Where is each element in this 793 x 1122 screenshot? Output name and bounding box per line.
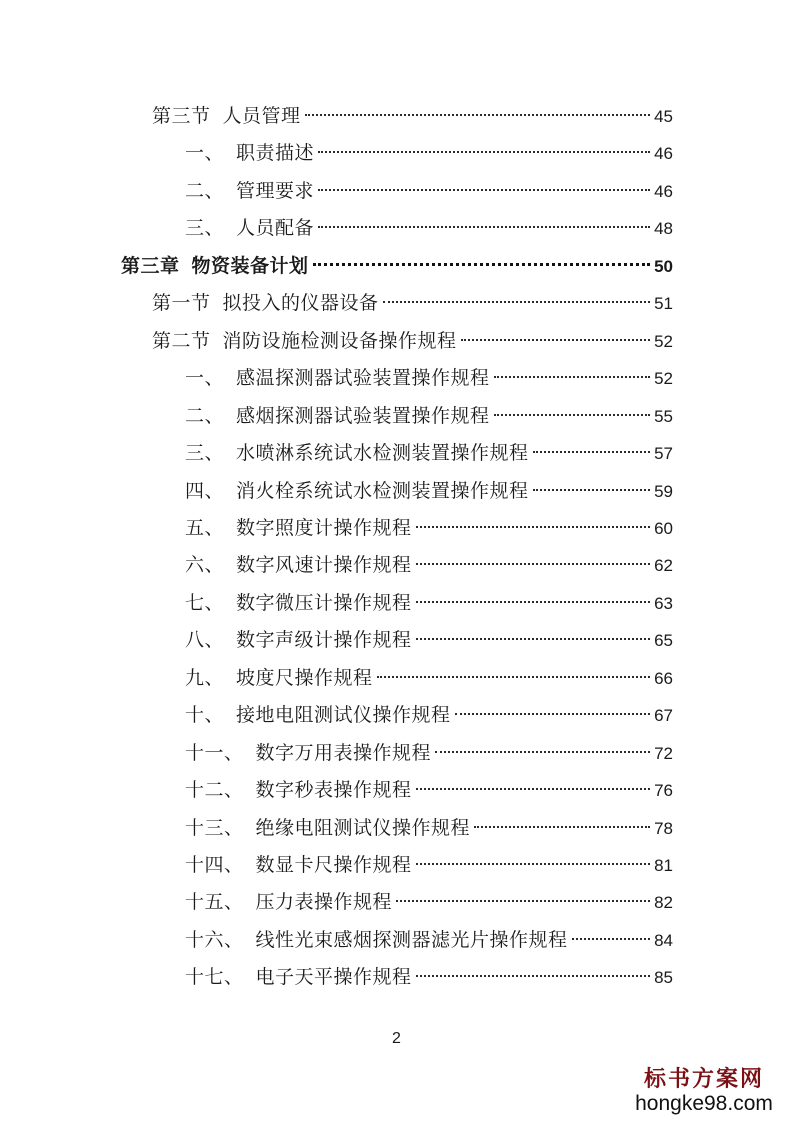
toc-entry-chapter[interactable] <box>121 251 673 281</box>
toc-entry-title: 人员配备 <box>236 217 315 239</box>
toc-entry-label <box>185 363 490 393</box>
toc-entry-title: 数字微压计操作规程 <box>236 592 412 614</box>
toc-entry-page-number: 66 <box>654 669 673 688</box>
toc-dot-leader <box>455 713 651 715</box>
toc-entry-item[interactable] <box>185 176 673 206</box>
toc-entry-item[interactable] <box>185 401 673 431</box>
toc-entry-label <box>185 138 314 168</box>
toc-entry-page-number: 84 <box>654 931 673 950</box>
toc-dot-leader <box>416 638 651 640</box>
toc-entry-title: 接地电阻测试仪操作规程 <box>236 704 451 726</box>
toc-entry-number: 三、 <box>185 217 225 239</box>
toc-entry-page-number: 76 <box>654 781 673 800</box>
toc-entry-label <box>185 775 412 805</box>
toc-entry-item[interactable] <box>185 213 673 243</box>
toc-entry-label <box>185 625 412 655</box>
toc-entry-page-number: 62 <box>654 556 673 575</box>
toc-entry-title: 人员管理 <box>222 105 301 127</box>
toc-entry-page-number: 55 <box>654 407 673 426</box>
toc-dot-leader <box>461 339 651 341</box>
toc-entry-page-number: 63 <box>654 594 673 613</box>
toc-entry-page-number: 52 <box>654 332 673 351</box>
toc-entry-title: 绝缘电阻测试仪操作规程 <box>255 817 471 839</box>
toc-entry-item[interactable] <box>185 550 673 580</box>
toc-dot-leader <box>318 226 650 228</box>
toc-entry-page-number: 67 <box>654 706 673 725</box>
toc-entry-item[interactable] <box>185 663 673 693</box>
toc-dot-leader <box>416 601 651 603</box>
toc-entry-label <box>185 887 392 917</box>
toc-entry-page-number: 51 <box>654 294 673 313</box>
toc-entry-label <box>185 513 412 543</box>
toc-entry-number: 第二节 <box>152 330 211 352</box>
toc-entry-number: 十四、 <box>185 854 244 876</box>
toc-dot-leader <box>416 563 651 565</box>
toc-dot-leader <box>396 900 650 902</box>
toc-entry-number: 十三、 <box>185 817 244 839</box>
toc-dot-leader <box>474 826 650 828</box>
toc-entry-number: 一、 <box>185 142 225 164</box>
toc-entry-item[interactable] <box>185 962 673 992</box>
toc-entry-item[interactable] <box>185 775 673 805</box>
toc-entry-section[interactable] <box>152 288 673 318</box>
toc-entry-item[interactable] <box>185 476 673 506</box>
toc-entry-number: 三、 <box>185 442 225 464</box>
toc-entry-label <box>185 550 412 580</box>
toc-entry-title: 坡度尺操作规程 <box>236 667 373 689</box>
toc-dot-leader <box>572 938 651 940</box>
toc-entry-title: 感烟探测器试验装置操作规程 <box>236 405 490 427</box>
toc-dot-leader <box>494 414 651 416</box>
toc-entry-page-number: 59 <box>654 482 673 501</box>
toc-dot-leader <box>435 751 650 753</box>
toc-entry-page-number: 46 <box>654 182 673 201</box>
toc-entry-label <box>121 251 309 281</box>
toc-entry-title: 数字照度计操作规程 <box>236 517 412 539</box>
toc-entry-page-number: 45 <box>654 107 673 126</box>
toc-dot-leader <box>416 975 651 977</box>
toc-entry-title: 物资装备计划 <box>191 255 309 277</box>
toc-entry-page-number: 65 <box>654 631 673 650</box>
toc-entry-item[interactable] <box>185 363 673 393</box>
toc-entry-item[interactable] <box>185 588 673 618</box>
toc-entry-title: 消火栓系统试水检测装置操作规程 <box>236 480 529 502</box>
toc-entry-item[interactable] <box>185 813 673 843</box>
toc-entry-item[interactable] <box>185 850 673 880</box>
toc-entry-number: 十五、 <box>185 891 244 913</box>
toc-entry-number: 六、 <box>185 554 225 576</box>
toc-entry-label <box>185 401 490 431</box>
toc-entry-number: 二、 <box>185 180 225 202</box>
toc-entry-number: 第三节 <box>152 105 211 127</box>
toc-dot-leader <box>416 526 651 528</box>
toc-entry-title: 数字秒表操作规程 <box>255 779 412 801</box>
toc-entry-page-number: 48 <box>654 219 673 238</box>
toc-entry-number: 十七、 <box>185 966 244 988</box>
toc-dot-leader <box>318 189 650 191</box>
toc-entry-label <box>185 663 373 693</box>
watermark-url: hongke98.com <box>635 1092 773 1115</box>
toc-entry-label <box>185 476 529 506</box>
toc-entry-page-number: 85 <box>654 968 673 987</box>
toc-dot-leader <box>494 376 651 378</box>
toc-entry-label <box>185 588 412 618</box>
toc-entry-title: 数显卡尺操作规程 <box>255 854 412 876</box>
toc-entry-title: 职责描述 <box>236 142 315 164</box>
toc-entry-label <box>185 176 314 206</box>
toc-entry-item[interactable] <box>185 625 673 655</box>
toc-dot-leader <box>318 151 650 153</box>
toc-entry-label <box>185 962 412 992</box>
toc-entry-item[interactable] <box>185 438 673 468</box>
toc-dot-leader <box>377 676 651 678</box>
toc-entry-page-number: 50 <box>654 257 673 276</box>
toc-dot-leader <box>416 863 651 865</box>
toc-entry-item[interactable] <box>185 738 673 768</box>
toc-entry-section[interactable] <box>152 326 673 356</box>
toc-entry-section[interactable] <box>152 101 673 131</box>
toc-entry-page-number: 60 <box>654 519 673 538</box>
toc-entry-label <box>152 326 457 356</box>
toc-entry-title: 压力表操作规程 <box>255 891 393 913</box>
toc-entry-label <box>185 850 412 880</box>
toc-entry-label <box>185 213 314 243</box>
toc-entry-label <box>185 700 451 730</box>
toc-entry-title: 感温探测器试验装置操作规程 <box>236 367 490 389</box>
toc-entry-title: 管理要求 <box>236 180 315 202</box>
toc-entry-label <box>185 738 431 768</box>
toc-entry-page-number: 78 <box>654 819 673 838</box>
toc-entry-page-number: 82 <box>654 893 673 912</box>
toc-entry-title: 消防设施检测设备操作规程 <box>222 330 457 352</box>
toc-entry-page-number: 81 <box>654 856 673 875</box>
toc-dot-leader <box>533 451 651 453</box>
toc-entry-title: 电子天平操作规程 <box>255 966 412 988</box>
toc-entry-page-number: 46 <box>654 144 673 163</box>
toc-entry-label <box>185 438 529 468</box>
toc-entry-item[interactable] <box>185 925 673 955</box>
toc-entry-number: 十一、 <box>185 742 244 764</box>
toc-dot-leader <box>416 788 651 790</box>
toc-entry-number: 五、 <box>185 517 225 539</box>
toc-dot-leader <box>313 263 651 266</box>
toc-entry-title: 数字声级计操作规程 <box>236 629 412 651</box>
toc-entry-number: 九、 <box>185 667 225 689</box>
toc-entry-item[interactable] <box>185 513 673 543</box>
toc-entry-title: 数字万用表操作规程 <box>255 742 432 764</box>
toc-entry-page-number: 52 <box>654 369 673 388</box>
toc-entry-number: 十、 <box>185 704 225 726</box>
toc-entry-number: 十二、 <box>185 779 244 801</box>
toc-dot-leader <box>305 114 651 116</box>
toc-entry-page-number: 57 <box>654 444 673 463</box>
toc-entry-label <box>152 101 301 131</box>
toc-dot-leader <box>383 301 651 303</box>
toc-entry-title: 数字风速计操作规程 <box>236 554 412 576</box>
toc-entry-title: 拟投入的仪器设备 <box>222 292 379 314</box>
toc-entry-number: 一、 <box>185 367 225 389</box>
toc-entry-label <box>185 925 568 955</box>
toc-entry-item[interactable] <box>185 887 673 917</box>
toc-entry-number: 第一节 <box>152 292 211 314</box>
toc-entry-number: 十六、 <box>185 929 244 951</box>
toc-entry-label <box>185 813 470 843</box>
toc-entry-item[interactable] <box>185 700 673 730</box>
toc-entry-number: 四、 <box>185 480 225 502</box>
toc-entry-page-number: 72 <box>654 744 673 763</box>
toc-entry-number: 第三章 <box>121 255 180 277</box>
page-number: 2 <box>392 1030 401 1047</box>
toc-entry-title: 水喷淋系统试水检测装置操作规程 <box>236 442 529 464</box>
toc-entry-number: 七、 <box>185 592 225 614</box>
watermark-logo <box>629 1066 779 1116</box>
watermark-name: 标书方案网 <box>643 1066 764 1092</box>
toc-dot-leader <box>533 489 651 491</box>
toc-entry-item[interactable] <box>185 138 673 168</box>
toc-entry-number: 二、 <box>185 405 225 427</box>
toc-entry-label <box>152 288 379 318</box>
toc-entry-title: 线性光束感烟探测器滤光片操作规程 <box>255 929 568 951</box>
toc-entry-number: 八、 <box>185 629 225 651</box>
